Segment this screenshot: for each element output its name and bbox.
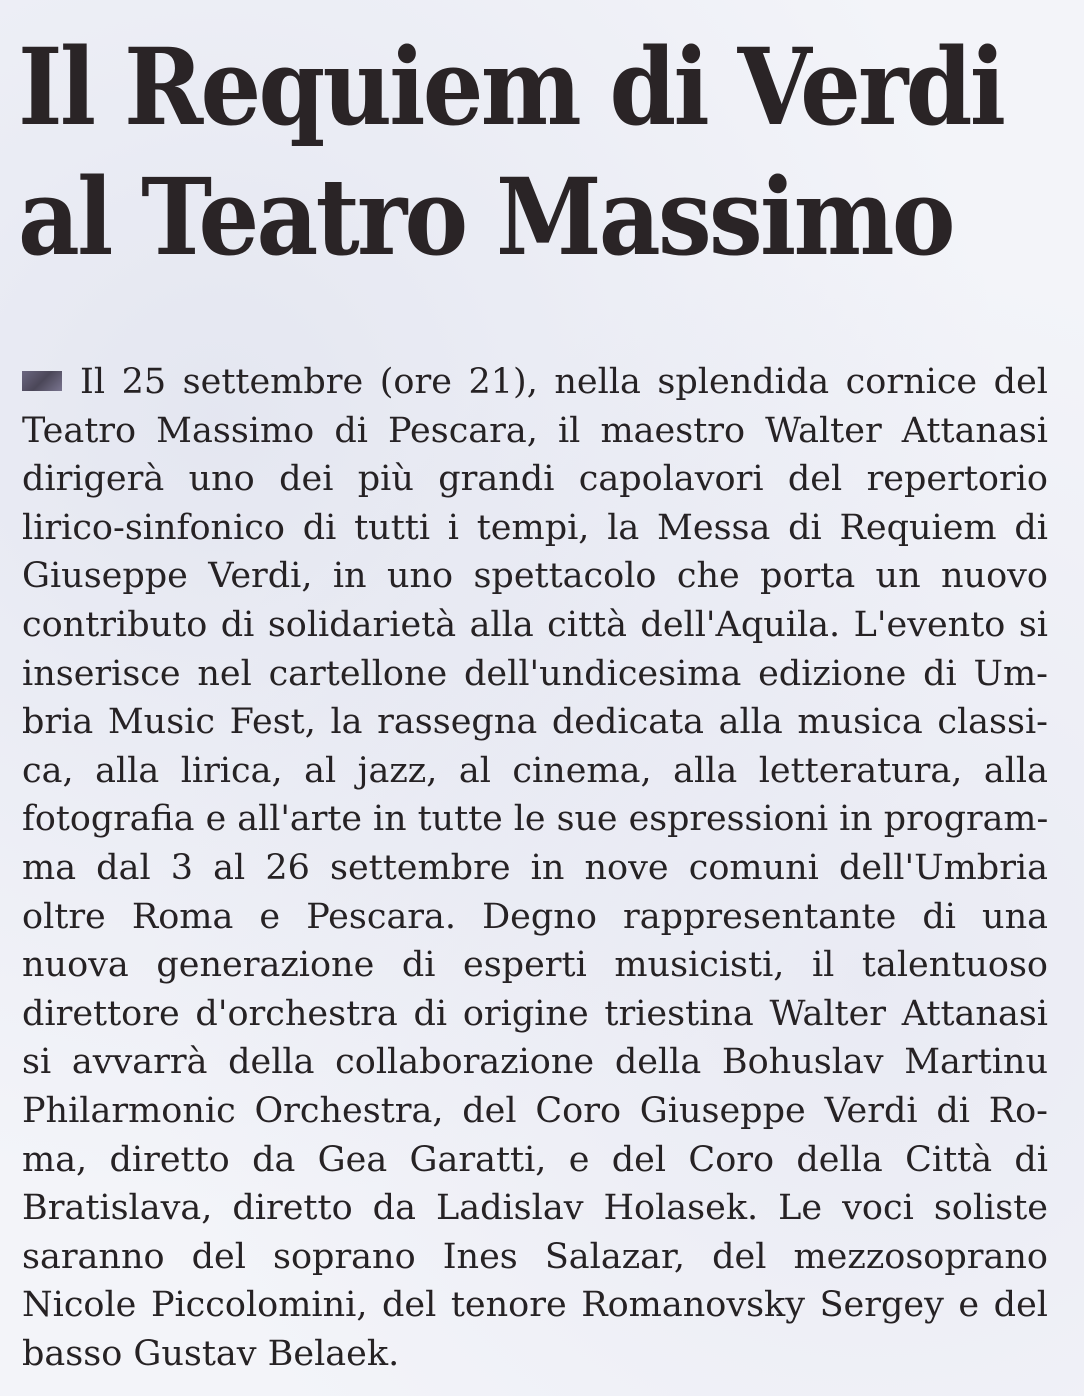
headline [18,22,1004,282]
article-line: oltre Roma e Pescara. Degno rappresentante di una [22,896,1048,937]
article-line: direttore d'orchestra di origine triestina Walter Attanasi [22,993,1048,1034]
article-line: Giuseppe Verdi, in uno spettacolo che porta un nuovo [22,556,1048,597]
article-line: nuova generazione di esperti musicisti, il talentuoso [22,945,1048,986]
headline-line-2: al Teatro Massimo [18,154,953,279]
headline-line-1: Il Requiem di Verdi [18,24,1004,149]
article-line: ma dal 3 al 26 settembre in nove comuni dell'Umbria [22,847,1048,888]
paragraph-marker-icon [22,371,62,391]
article-line: lirico-sinfonico di tutti i tempi, la Messa di Requiem di [22,507,1048,548]
article-line-text: Il 25 settembre (ore 21), nella splendida cornice del [80,362,1048,402]
article-line: Teatro Massimo di Pescara, il maestro Walter Attanasi [22,410,1048,451]
article-line: bria Music Fest, la rassegna dedicata alla musica classi- [22,702,1048,743]
article-line: Nicole Piccolomini, del tenore Romanovsky Sergey e del [22,1285,1048,1326]
article-line: saranno del soprano Ines Salazar, del mezzosoprano [22,1236,1048,1277]
article-line: Philarmonic Orchestra, del Coro Giuseppe Verdi di Ro- [22,1090,1048,1131]
article-line: basso Gustav Belaek. [22,1333,400,1374]
article-line: inserisce nel cartellone dell'undicesima edizione di Um- [22,653,1048,694]
article-line: contributo di solidarietà alla città dell'Aquila. L'evento si [22,604,1048,645]
article-line [22,358,1048,407]
article-line: fotografia e all'arte in tutte le sue espressioni in program- [22,799,1049,840]
article-line: Bratislava, diretto da Ladislav Holasek. Le voci soliste [22,1188,1048,1229]
article-line: ma, diretto da Gea Garatti, e del Coro della Città di [22,1139,1048,1180]
article-line: si avvarrà della collaborazione della Bohuslav Martinu [22,1042,1048,1083]
article-body [22,358,1048,1378]
article-line: dirigerà uno dei più grandi capolavori del repertorio [22,459,1048,500]
article-line: ca, alla lirica, al jazz, al cinema, alla letteratura, alla [22,750,1048,791]
